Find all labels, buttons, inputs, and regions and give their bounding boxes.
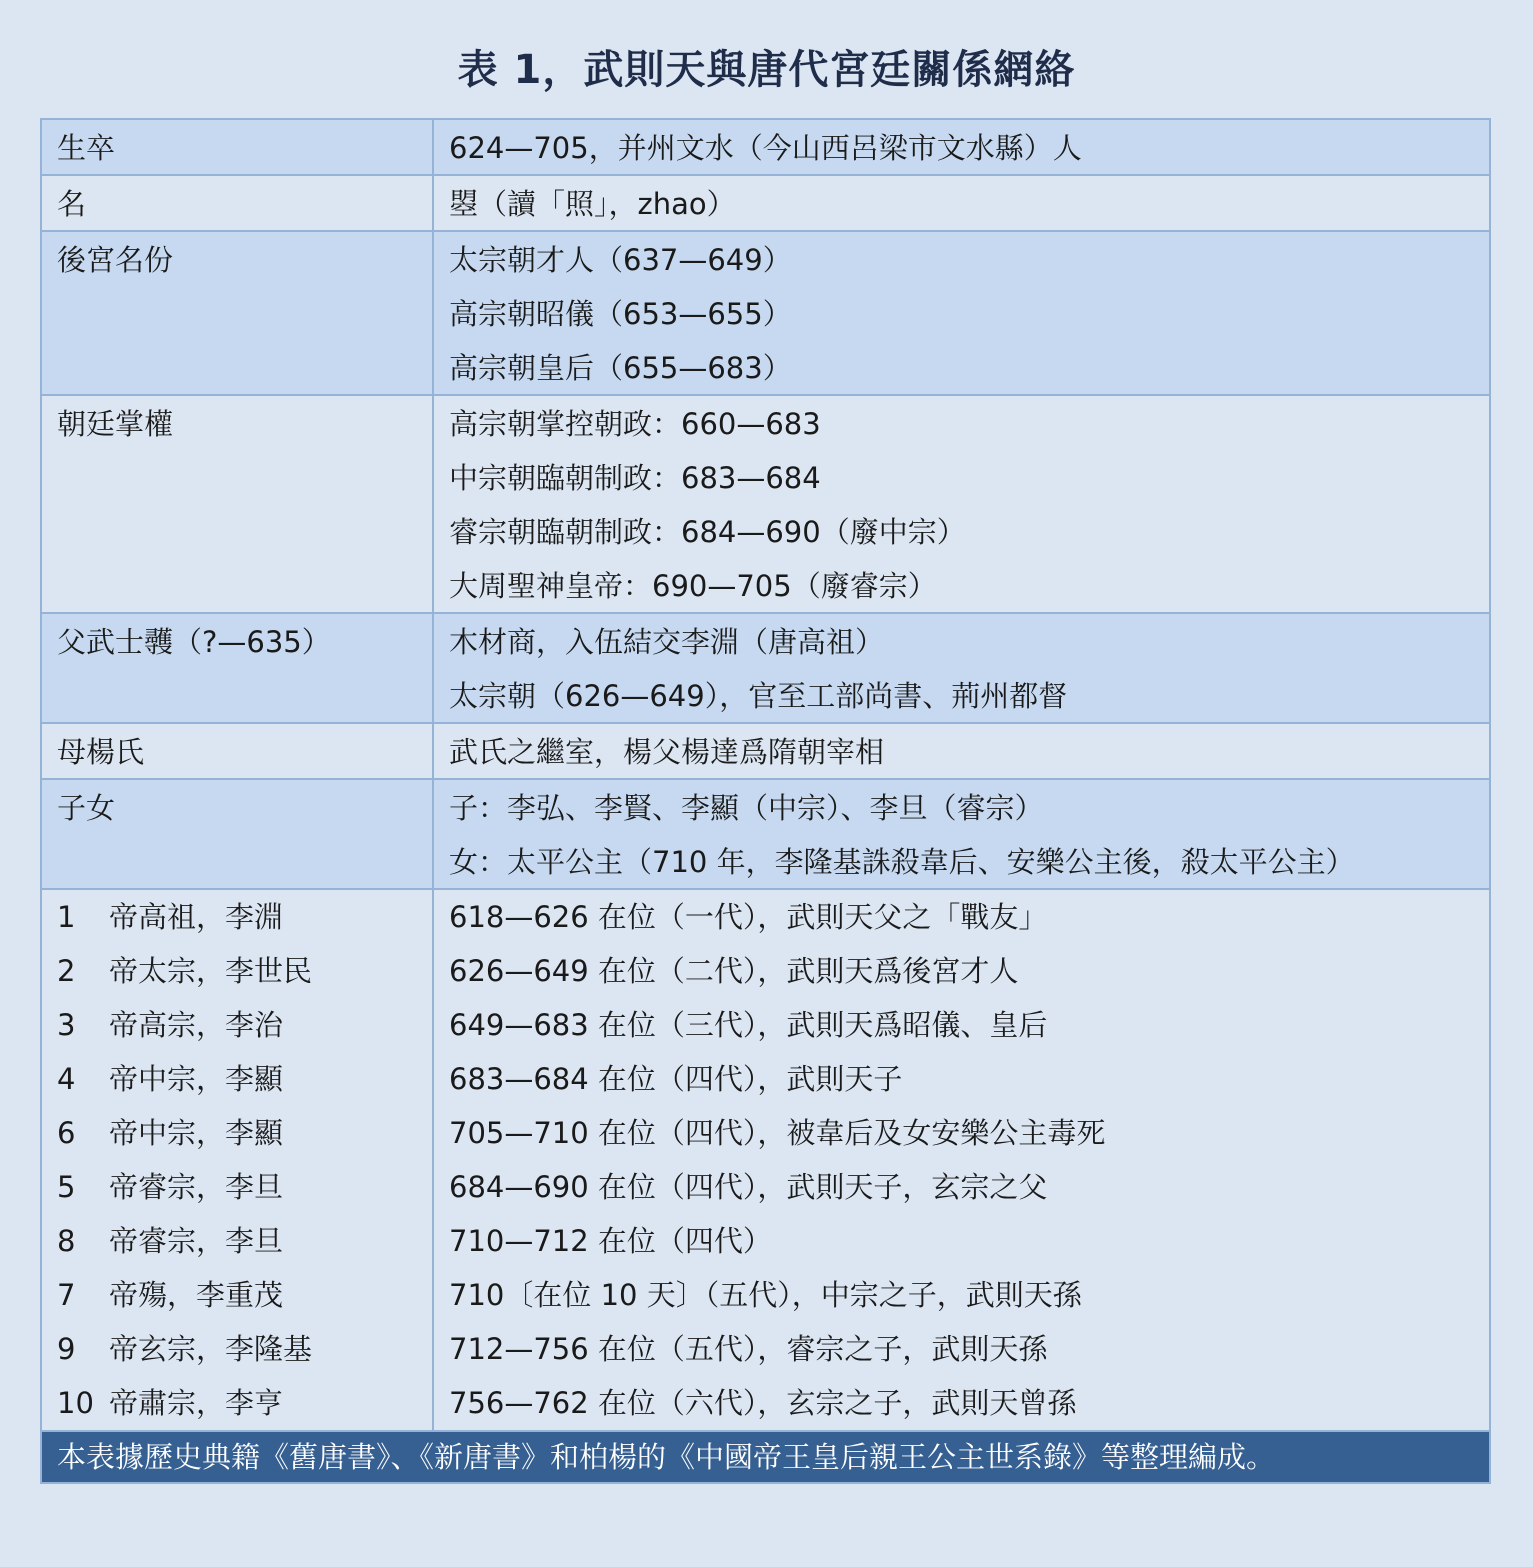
table-row-emperors	[42, 890, 1489, 1432]
emperor-reign: 626—649 在位（二代），武則天爲後宮才人	[449, 954, 1019, 988]
emperor-reign: 756—762 在位（六代），玄宗之子，武則天曾孫	[449, 1386, 1077, 1420]
emperor-reign: 649—683 在位（三代），武則天爲昭儀、皇后	[449, 1008, 1048, 1042]
row-label: 父武士彠（?—635）	[57, 625, 331, 659]
row-label: 朝廷掌權	[57, 407, 174, 441]
emperor-name: 8 帝睿宗，李旦	[57, 1214, 432, 1268]
row-label: 子女	[57, 791, 116, 825]
row-value: 子：李弘、李賢、李顯（中宗）、李旦（睿宗）	[449, 791, 1044, 825]
emperor-number: 3	[57, 1008, 76, 1042]
row-value: 高宗朝掌控朝政：660—683	[449, 407, 821, 441]
row-label: 母楊氏	[57, 735, 145, 769]
emperor-name: 6 帝中宗，李顯	[57, 1106, 432, 1160]
emperor-reign: 684—690 在位（四代），武則天子，玄宗之父	[449, 1170, 1048, 1204]
table-row-court-power	[42, 396, 1489, 614]
emperor-number: 6	[57, 1116, 76, 1150]
row-value: 睿宗朝臨朝制政：684—690（廢中宗）	[449, 515, 966, 549]
emperor-number: 5	[57, 1170, 76, 1204]
emperor-number: 10	[57, 1386, 94, 1420]
emperor-reign: 705—710 在位（四代），被韋后及女安樂公主毒死	[449, 1116, 1106, 1150]
emperor-reign: 710—712 在位（四代）	[449, 1224, 772, 1258]
row-value: 太宗朝才人（637—649）	[449, 243, 792, 277]
row-value: 高宗朝昭儀（653—655）	[449, 297, 792, 331]
table-row-name	[42, 176, 1489, 232]
table-footer-source-note: 本表據歷史典籍《舊唐書》、《新唐書》和柏楊的《中國帝王皇后親王公主世系錄》等整理編成。	[42, 1432, 1489, 1482]
row-value: 木材商，入伍結交李淵（唐高祖）	[449, 625, 885, 659]
emperor-number: 4	[57, 1062, 76, 1096]
table-row-father	[42, 614, 1489, 724]
emperor-reign: 618—626 在位（一代），武則天父之「戰友」	[449, 900, 1048, 934]
table-row-harem-rank	[42, 232, 1489, 396]
row-value: 曌（讀「照」，zhao）	[449, 187, 736, 221]
relationship-table	[40, 118, 1491, 1484]
row-value: 中宗朝臨朝制政：683—684	[449, 461, 821, 495]
row-value: 624—705，并州文水（今山西呂梁市文水縣）人	[449, 131, 1082, 165]
table-title: 表 1，武則天與唐代宮廷關係網絡	[457, 47, 1076, 93]
emperor-name: 7 帝殤，李重茂	[57, 1268, 432, 1322]
emperor-reign: 683—684 在位（四代），武則天子	[449, 1062, 903, 1096]
row-value: 女：太平公主（710 年，李隆基誅殺韋后、安樂公主後，殺太平公主）	[449, 845, 1355, 879]
row-value: 大周聖神皇帝：690—705（廢睿宗）	[449, 569, 937, 603]
table-row-children	[42, 780, 1489, 890]
row-label: 後宮名份	[57, 243, 174, 277]
row-value: 高宗朝皇后（655—683）	[449, 351, 792, 385]
emperor-number: 2	[57, 954, 76, 988]
emperor-name: 5 帝睿宗，李旦	[57, 1160, 432, 1214]
emperor-name: 4 帝中宗，李顯	[57, 1052, 432, 1106]
emperor-number: 9	[57, 1332, 76, 1366]
emperor-number: 7	[57, 1278, 76, 1312]
emperor-number: 8	[57, 1224, 76, 1258]
emperor-name: 10 帝肅宗，李亨	[57, 1376, 432, 1430]
emperor-name: 3 帝高宗，李治	[57, 998, 432, 1052]
row-label: 生卒	[57, 131, 116, 165]
emperor-reign: 712—756 在位（五代），睿宗之子，武則天孫	[449, 1332, 1048, 1366]
emperor-number: 1	[57, 900, 76, 934]
emperor-name: 2 帝太宗，李世民	[57, 944, 432, 998]
emperor-reign: 710〔在位 10 天〕（五代），中宗之子，武則天孫	[449, 1278, 1082, 1312]
row-value: 武氏之繼室，楊父楊達爲隋朝宰相	[449, 735, 885, 769]
table-row-mother	[42, 724, 1489, 780]
table-row-lifespan	[42, 120, 1489, 176]
row-label: 名	[57, 187, 87, 221]
emperor-name: 9 帝玄宗，李隆基	[57, 1322, 432, 1376]
row-value: 太宗朝（626—649），官至工部尚書、荊州都督	[449, 679, 1068, 713]
emperor-name: 1 帝高祖，李淵	[57, 890, 432, 944]
